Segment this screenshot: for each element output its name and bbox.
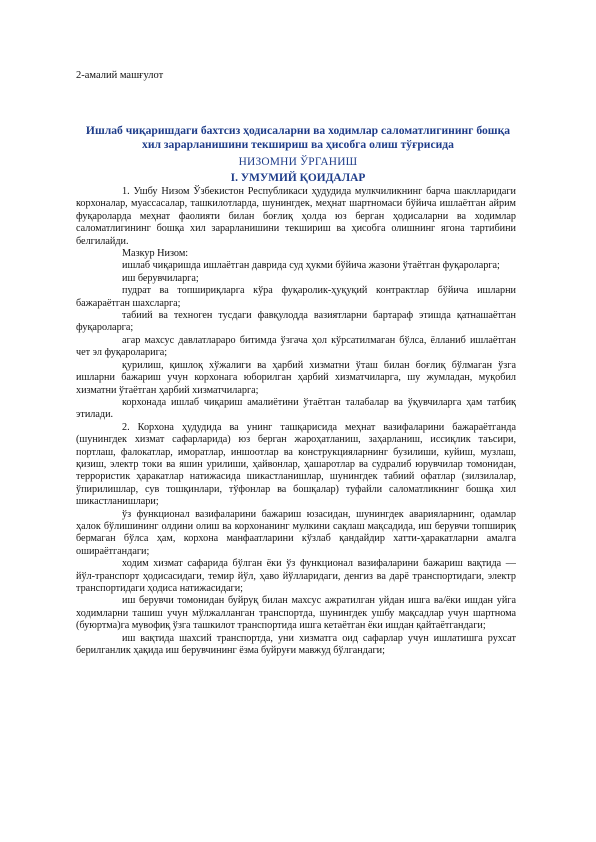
paragraph: табиий ва техноген тусдаги фавқулодда вазиятларни бартараф этишда қатнашаётган фуқароларга;: [76, 310, 516, 334]
document-subtitle: НИЗОМНИ ЎРГАНИШ: [238, 156, 358, 168]
paragraph: қурилиш, қишлоқ хўжалиги ва ҳарбий хизматни ўташ билан боғлиқ бўлмаган ўзга ишларни бажариш учун корхонага юборилган ҳарбий хизматчиларга, шу жумладан, муқобил хизматни ўтаётган ҳарбий хизматчиларга;: [76, 359, 516, 396]
document-title: Ишлаб чиқаришдаги бахтсиз ҳодисаларни ва ходимлар саломатлигининг бошқа хил зарарланишини текшириш ва ҳисобга олиш тўғрисида: [85, 124, 511, 151]
section-heading: I. УМУМИЙ ҚОИДАЛАР: [230, 172, 366, 184]
paragraph: 2. Корхона ҳудудида ва унинг ташқарисида меҳнат вазифаларини бажараётганда (шунингдек хизмат сафарларида) юз берган жароҳатланиш, заҳарланиш, иссиқлик таъсири, портлаш, фалокатлар, иморатлар, иншоотлар ва конструкцияларнинг бузилиши, куйиш, музлаш, қизиш, электр токи ва яшин урилиши, ҳайвонлар, ҳашаротлар ва судралиб юрувчилар томонидан, террористик ҳаракатлар натижасида шикастланишлар, шунингдек табиий офатлар (зилзилалар, ўпирилишлар, сув тошқинлари, тўфонлар ва бошқалар) туфайли саломатликнинг бошқа хил шикастланишлари;: [76, 421, 516, 508]
paragraph: иш берувчи томонидан буйруқ билан махсус ажратилган уйдан ишга ва/ёки ишдан уйга ходимларни ташиш учун мўлжалланган транспортда, шунингдек ушбу мақсадлар учун шартнома (буюртма)га мувофиқ ўзга ташкилот транспортида ишга кетаётган ёки ишдан қайтаётгандаги;: [76, 595, 516, 632]
paragraph: пудрат ва топшириқларга кўра фуқаролик-ҳуқуқий контрактлар бўйича ишларни бажараётган шахсларга;: [76, 285, 516, 309]
paragraph: иш вақтида шахсий транспортда, уни хизматга оид сафарлар учун ишлатишга рухсат берилганлик ҳақида иш берувчининг ёзма буйруғи мавжуд бўлгандаги;: [76, 632, 516, 657]
paragraph: Мазкур Низом:: [122, 248, 189, 260]
paragraph: ходим хизмат сафарида бўлган ёки ўз функционал вазифаларини бажариш вақтида — йўл-транспорт ҳодисасидаги, темир йўл, ҳаво йўлларидаги, денгиз ва дарё транспортидаги, электр транспортидаги ҳодиса натижасидаги;: [76, 558, 516, 594]
document-body: [76, 186, 516, 657]
paragraph: корхонада ишлаб чиқариш амалиётини ўтаётган талабалар ва ўқувчиларга ҳам татбиқ этилади.: [76, 396, 516, 421]
paragraph: ишлаб чиқаришда ишлаётган даврида суд ҳукми бўйича жазони ўтаётган фуқароларга;: [122, 260, 500, 272]
paragraph: ўз функционал вазифаларини бажариш юзасидан, шунингдек аварияларнинг, одамлар ҳалок бўлишининг олдини олиш ва корхонанинг мулкини сақлаш мақсадида, иш берувчи топшириқ бермаган бўлса ҳам, корхона манфаатларини кўзлаб қандайдир хатти-ҳаракатларни амалга оширaётгандаги;: [76, 508, 516, 557]
paragraph: агар махсус давлатлараро битимда ўзгача ҳол кўрсатилмаган бўлса, ёлланиб ишлаётган чет эл фуқароларига;: [76, 334, 516, 359]
paragraph: иш берувчиларга;: [122, 272, 199, 284]
paragraph: 1. Ушбу Низом Ўзбекистон Республикаси ҳудудида мулкчиликнинг барча шаклларидаги корхоналар, муассасалар, ташкилотларда, шунингдек, меҳнат шартномаси бўйича ишлаётган айрим фуқароларда меҳнат фаолияти билан боғлиқ ҳолда юз берган ҳодисаларни ва ходимлар саломатлигининг бошқа хил зарарланишини текшириш ва ҳисобга олишнинг ягона тартибини белгилайди.: [76, 186, 516, 247]
page-header-note: 2-амалий машғулот: [76, 70, 164, 81]
